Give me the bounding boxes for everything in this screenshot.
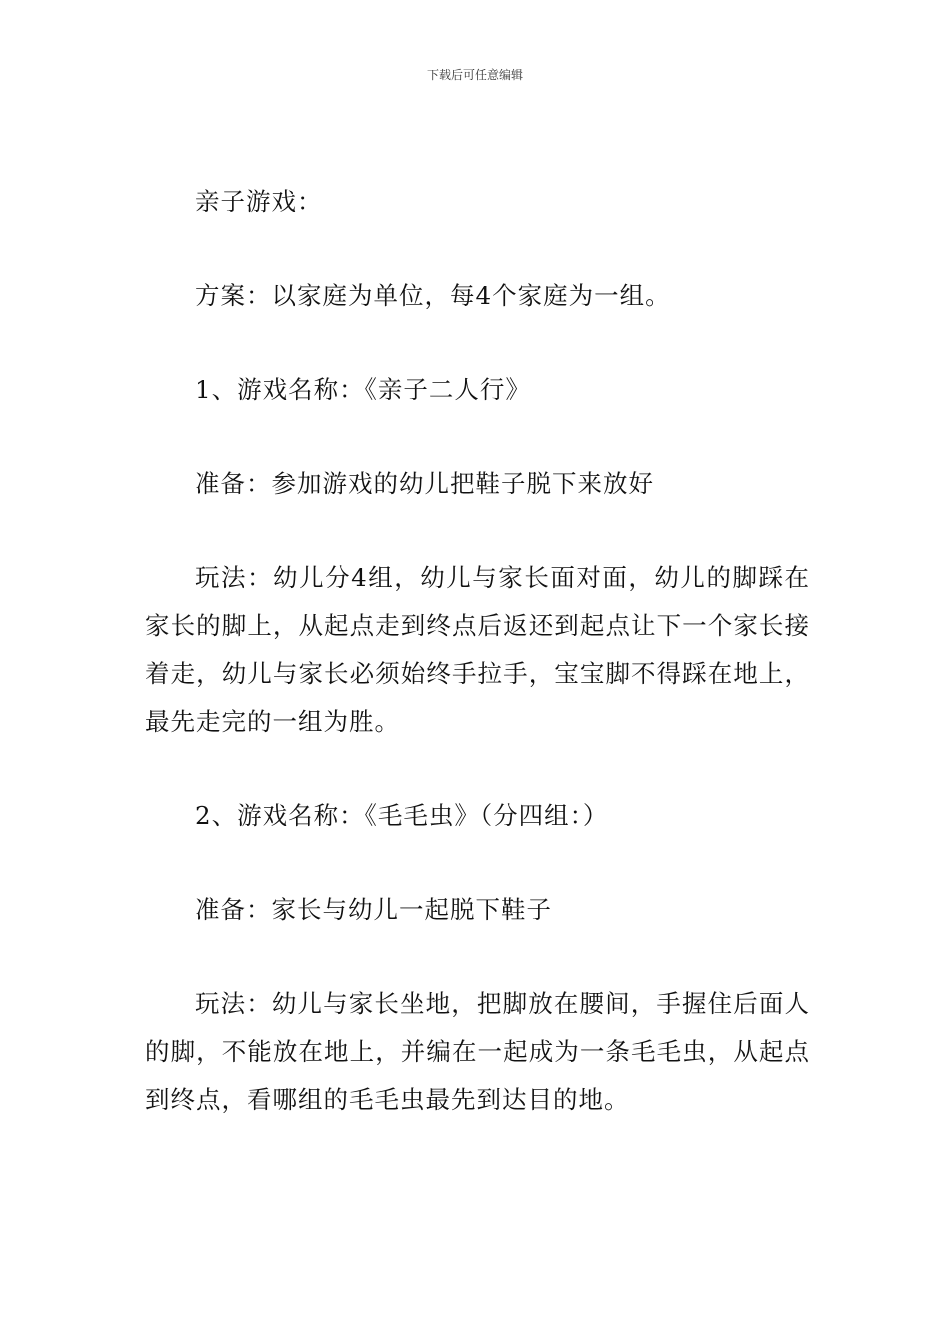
game1-rules: 玩法：幼儿分4组，幼儿与家长面对面，幼儿的脚踩在家长的脚上，从起点走到终点后返还到起点让下一个家长接着走，幼儿与家长必须始终手拉手，宝宝脚不得踩在地上，最先走完的一组为胜。: [145, 563, 810, 736]
page-header: 下载后可任意编辑: [426, 68, 523, 82]
game2-preparation: 准备：家长与幼儿一起脱下鞋子: [195, 895, 552, 924]
game2-rules: 玩法：幼儿与家长坐地，把脚放在腰间，手握住后面人的脚，不能放在地上，并编在一起成为一条毛毛虫，从起点到终点，看哪组的毛毛虫最先到达目的地。: [145, 989, 810, 1114]
section-title: 亲子游戏：: [195, 187, 323, 216]
game1-title: 1、游戏名称：《亲子二人行》: [195, 375, 531, 404]
game2-title: 2、游戏名称：《毛毛虫》（分四组：）: [195, 801, 609, 830]
plan-paragraph: 方案：以家庭为单位，每4个家庭为一组。: [195, 281, 671, 310]
game1-preparation: 准备：参加游戏的幼儿把鞋子脱下来放好: [195, 469, 654, 498]
document-body: [145, 178, 810, 1170]
